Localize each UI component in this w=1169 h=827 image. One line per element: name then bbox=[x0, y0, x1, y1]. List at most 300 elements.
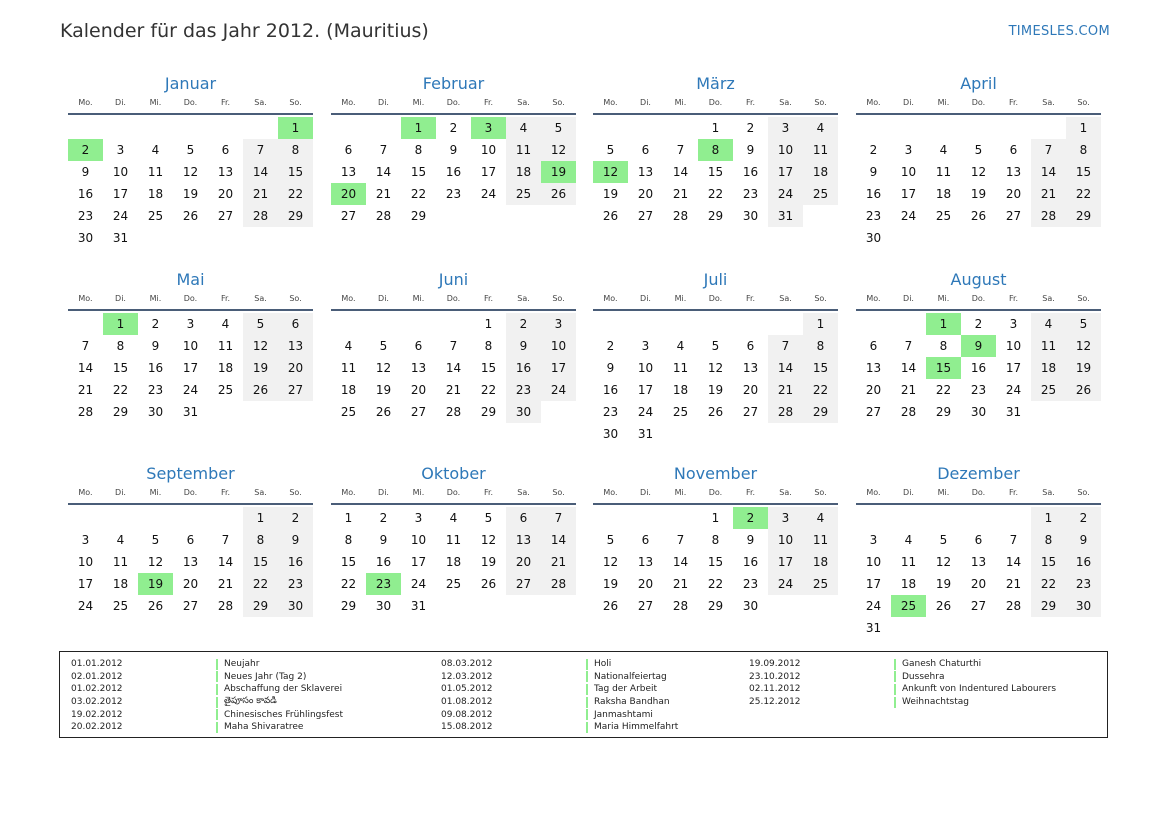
day-cell: 12 bbox=[182, 165, 199, 179]
weekday-label: Mo. bbox=[341, 488, 356, 497]
day-cell: 12 bbox=[602, 555, 619, 569]
day-cell: 17 bbox=[865, 577, 882, 591]
day-cell: 17 bbox=[637, 383, 654, 397]
weekday-label: Mi. bbox=[937, 294, 950, 303]
day-cell: 19 bbox=[375, 383, 392, 397]
day-cell: 25 bbox=[147, 209, 164, 223]
holiday-date: 01.08.2012 bbox=[441, 697, 493, 708]
day-cell: 20 bbox=[865, 383, 882, 397]
month-mai bbox=[68, 269, 313, 423]
holiday-date: 20.02.2012 bbox=[71, 722, 123, 733]
page-title: Kalender für das Jahr 2012. (Mauritius) bbox=[60, 20, 429, 42]
holiday-name: Nationalfeiertag bbox=[594, 671, 667, 682]
empty-cell bbox=[628, 117, 663, 139]
empty-cell bbox=[891, 507, 926, 529]
day-cell: 23 bbox=[147, 383, 164, 397]
day-cell: 26 bbox=[182, 209, 199, 223]
day-cell: 26 bbox=[243, 379, 278, 401]
day-cell: 9 bbox=[278, 529, 313, 551]
day-cell: 14 bbox=[672, 165, 689, 179]
month-name: Januar bbox=[164, 74, 217, 93]
holiday-date: 19.09.2012 bbox=[749, 659, 801, 670]
day-cell: 26 bbox=[970, 209, 987, 223]
day-cell: 9 bbox=[746, 533, 755, 547]
day-cell: 12 bbox=[375, 361, 392, 375]
day-cell: 4 bbox=[803, 507, 838, 529]
day-cell: 26 bbox=[707, 405, 724, 419]
weekday-label: Sa. bbox=[779, 98, 792, 107]
holiday-name: Abschaffung der Sklaverei bbox=[224, 684, 343, 695]
day-cell: 14 bbox=[445, 361, 462, 375]
day-cell: 16 bbox=[77, 187, 94, 201]
day-cell: 17 bbox=[77, 577, 94, 591]
weekday-label: Mo. bbox=[603, 294, 618, 303]
day-grid bbox=[68, 507, 313, 617]
day-cell: 8 bbox=[1031, 529, 1066, 551]
day-cell: 29 bbox=[480, 405, 497, 419]
day-cell: 4 bbox=[1031, 313, 1066, 335]
weekday-label: Sa. bbox=[517, 488, 530, 497]
empty-cell bbox=[366, 313, 401, 335]
month-name: Juli bbox=[703, 270, 728, 289]
day-cell: 30 bbox=[278, 595, 313, 617]
day-cell: 10 bbox=[410, 533, 427, 547]
day-cell: 19 bbox=[602, 187, 619, 201]
day-cell: 24 bbox=[182, 383, 199, 397]
day-cell: 16 bbox=[970, 361, 987, 375]
weekday-label: Fr. bbox=[1008, 488, 1019, 497]
empty-cell bbox=[891, 117, 926, 139]
empty-cell bbox=[628, 313, 663, 335]
day-cell: 3 bbox=[904, 143, 913, 157]
holiday-marker bbox=[894, 671, 896, 682]
day-cell: 28 bbox=[77, 405, 94, 419]
weekday-label: Mo. bbox=[78, 294, 93, 303]
day-cell: 29 bbox=[707, 599, 724, 613]
day-grid bbox=[593, 313, 838, 445]
day-cell: 19 bbox=[182, 187, 199, 201]
holiday-day-cell: 19 bbox=[138, 573, 173, 595]
day-cell: 27 bbox=[1005, 209, 1022, 223]
holiday-marker bbox=[586, 697, 588, 708]
day-cell: 16 bbox=[742, 165, 759, 179]
day-cell: 30 bbox=[147, 405, 164, 419]
month-divider bbox=[593, 309, 838, 311]
weekday-label: Di. bbox=[640, 294, 651, 303]
day-cell: 26 bbox=[602, 209, 619, 223]
weekday-label: Fr. bbox=[220, 98, 231, 107]
day-cell: 30 bbox=[742, 209, 759, 223]
day-cell: 16 bbox=[1066, 551, 1101, 573]
day-cell: 25 bbox=[803, 573, 838, 595]
day-cell: 30 bbox=[742, 599, 759, 613]
weekday-header bbox=[68, 486, 313, 500]
weekday-label: Mo. bbox=[78, 98, 93, 107]
holiday-name: Maha Shivaratree bbox=[224, 722, 304, 733]
weekday-label: So. bbox=[814, 98, 827, 107]
day-cell: 22 bbox=[243, 573, 278, 595]
day-cell: 21 bbox=[1031, 183, 1066, 205]
weekday-label: Mo. bbox=[866, 294, 881, 303]
holiday-marker bbox=[894, 659, 896, 670]
weekday-label: So. bbox=[552, 488, 565, 497]
holiday-marker bbox=[216, 722, 218, 733]
weekday-label: Mi. bbox=[937, 488, 950, 497]
day-cell: 11 bbox=[803, 139, 838, 161]
weekday-label: Di. bbox=[378, 98, 389, 107]
day-cell: 10 bbox=[865, 555, 882, 569]
holiday-marker bbox=[216, 671, 218, 682]
weekday-label: Di. bbox=[903, 98, 914, 107]
day-cell: 4 bbox=[939, 143, 948, 157]
day-cell: 16 bbox=[506, 357, 541, 379]
day-cell: 1 bbox=[243, 507, 278, 529]
day-cell: 18 bbox=[803, 161, 838, 183]
month-september bbox=[68, 463, 313, 617]
day-cell: 3 bbox=[768, 507, 803, 529]
weekday-label: Fr. bbox=[220, 294, 231, 303]
day-cell: 17 bbox=[182, 361, 199, 375]
empty-cell bbox=[68, 313, 103, 335]
day-cell: 11 bbox=[803, 529, 838, 551]
day-cell: 25 bbox=[672, 405, 689, 419]
holiday-marker bbox=[216, 697, 218, 708]
weekday-label: So. bbox=[552, 294, 565, 303]
holiday-name: Chinesisches Frühlingsfest bbox=[224, 709, 344, 720]
empty-cell bbox=[996, 117, 1031, 139]
weekday-header bbox=[593, 292, 838, 306]
holiday-day-cell: 1 bbox=[278, 117, 313, 139]
holiday-date: 03.02.2012 bbox=[71, 697, 123, 708]
weekday-label: Di. bbox=[378, 488, 389, 497]
month-divider bbox=[68, 309, 313, 311]
day-cell: 4 bbox=[904, 533, 913, 547]
day-cell: 4 bbox=[506, 117, 541, 139]
weekday-header bbox=[331, 96, 576, 110]
day-cell: 5 bbox=[1066, 313, 1101, 335]
day-cell: 15 bbox=[707, 555, 724, 569]
weekday-label: Di. bbox=[115, 294, 126, 303]
day-cell: 3 bbox=[1009, 317, 1018, 331]
day-cell: 12 bbox=[935, 555, 952, 569]
day-grid bbox=[856, 313, 1101, 423]
empty-cell bbox=[733, 313, 768, 335]
day-grid bbox=[593, 507, 838, 617]
day-cell: 2 bbox=[746, 121, 755, 135]
day-cell: 2 bbox=[974, 317, 983, 331]
empty-cell bbox=[138, 117, 173, 139]
day-cell: 24 bbox=[77, 599, 94, 613]
day-cell: 31 bbox=[637, 427, 654, 441]
weekday-header bbox=[68, 292, 313, 306]
month-februar bbox=[331, 73, 576, 227]
day-cell: 17 bbox=[541, 357, 576, 379]
day-cell: 23 bbox=[970, 383, 987, 397]
day-cell: 16 bbox=[147, 361, 164, 375]
weekday-label: Mi. bbox=[149, 488, 162, 497]
day-cell: 21 bbox=[445, 383, 462, 397]
day-cell: 12 bbox=[970, 165, 987, 179]
day-cell: 19 bbox=[970, 187, 987, 201]
holiday-entry bbox=[749, 671, 1056, 684]
day-cell: 15 bbox=[1066, 161, 1101, 183]
holiday-marker bbox=[894, 684, 896, 695]
day-cell: 2 bbox=[449, 121, 458, 135]
day-cell: 5 bbox=[541, 117, 576, 139]
day-cell: 20 bbox=[182, 577, 199, 591]
holiday-entry bbox=[71, 671, 343, 684]
day-cell: 24 bbox=[900, 209, 917, 223]
day-cell: 11 bbox=[1031, 335, 1066, 357]
day-cell: 5 bbox=[151, 533, 160, 547]
weekday-label: Do. bbox=[446, 98, 461, 107]
empty-cell bbox=[243, 117, 278, 139]
weekday-label: Do. bbox=[971, 488, 986, 497]
day-cell: 28 bbox=[768, 401, 803, 423]
weekday-label: Mi. bbox=[412, 98, 425, 107]
day-cell: 24 bbox=[410, 577, 427, 591]
weekday-label: Mi. bbox=[937, 98, 950, 107]
month-dezember bbox=[856, 463, 1101, 639]
day-cell: 15 bbox=[340, 555, 357, 569]
day-cell: 7 bbox=[221, 533, 230, 547]
holiday-entry bbox=[441, 696, 678, 709]
holiday-marker bbox=[586, 659, 588, 670]
day-cell: 7 bbox=[243, 139, 278, 161]
day-cell: 21 bbox=[541, 551, 576, 573]
weekday-label: So. bbox=[1077, 294, 1090, 303]
holiday-name: Neues Jahr (Tag 2) bbox=[224, 671, 307, 682]
day-cell: 9 bbox=[506, 335, 541, 357]
holiday-marker bbox=[216, 659, 218, 670]
month-divider bbox=[856, 503, 1101, 505]
day-cell: 10 bbox=[637, 361, 654, 375]
day-cell: 25 bbox=[445, 577, 462, 591]
day-cell: 23 bbox=[742, 577, 759, 591]
empty-cell bbox=[208, 507, 243, 529]
empty-cell bbox=[628, 507, 663, 529]
day-cell: 11 bbox=[217, 339, 234, 353]
holiday-marker bbox=[216, 684, 218, 695]
day-cell: 9 bbox=[1066, 529, 1101, 551]
day-cell: 21 bbox=[77, 383, 94, 397]
day-cell: 21 bbox=[900, 383, 917, 397]
holiday-date: 12.03.2012 bbox=[441, 671, 493, 682]
day-cell: 6 bbox=[1009, 143, 1018, 157]
day-cell: 6 bbox=[414, 339, 423, 353]
day-cell: 28 bbox=[900, 405, 917, 419]
day-cell: 5 bbox=[484, 511, 493, 525]
day-cell: 12 bbox=[243, 335, 278, 357]
day-cell: 8 bbox=[116, 339, 125, 353]
holiday-date: 01.01.2012 bbox=[71, 659, 123, 670]
weekday-label: Sa. bbox=[517, 294, 530, 303]
day-cell: 10 bbox=[768, 529, 803, 551]
day-cell: 28 bbox=[541, 573, 576, 595]
weekday-label: Di. bbox=[115, 488, 126, 497]
day-cell: 23 bbox=[278, 573, 313, 595]
empty-cell bbox=[593, 313, 628, 335]
weekday-label: Fr. bbox=[745, 294, 756, 303]
day-cell: 27 bbox=[637, 599, 654, 613]
day-cell: 16 bbox=[602, 383, 619, 397]
weekday-label: So. bbox=[1077, 488, 1090, 497]
empty-cell bbox=[208, 117, 243, 139]
day-cell: 30 bbox=[1066, 595, 1101, 617]
day-cell: 26 bbox=[147, 599, 164, 613]
weekday-label: Do. bbox=[971, 294, 986, 303]
day-cell: 22 bbox=[935, 383, 952, 397]
weekday-label: Do. bbox=[446, 488, 461, 497]
holiday-entry bbox=[749, 658, 1056, 671]
day-cell: 18 bbox=[217, 361, 234, 375]
day-cell: 25 bbox=[506, 183, 541, 205]
holiday-marker bbox=[894, 697, 896, 708]
day-cell: 5 bbox=[186, 143, 195, 157]
day-cell: 21 bbox=[1005, 577, 1022, 591]
day-cell: 6 bbox=[974, 533, 983, 547]
holiday-name: Dussehra bbox=[902, 671, 945, 682]
day-cell: 28 bbox=[243, 205, 278, 227]
day-cell: 3 bbox=[116, 143, 125, 157]
day-cell: 22 bbox=[112, 383, 129, 397]
day-cell: 24 bbox=[112, 209, 129, 223]
empty-cell bbox=[103, 117, 138, 139]
day-cell: 23 bbox=[742, 187, 759, 201]
day-cell: 12 bbox=[707, 361, 724, 375]
weekday-header bbox=[593, 96, 838, 110]
holiday-marker bbox=[586, 709, 588, 720]
empty-cell bbox=[663, 507, 698, 529]
empty-cell bbox=[663, 313, 698, 335]
weekday-header bbox=[856, 486, 1101, 500]
day-cell: 17 bbox=[768, 161, 803, 183]
day-cell: 2 bbox=[278, 507, 313, 529]
day-cell: 2 bbox=[606, 339, 615, 353]
weekday-label: Mi. bbox=[674, 294, 687, 303]
day-cell: 7 bbox=[676, 533, 685, 547]
holiday-column bbox=[441, 658, 678, 734]
month-divider bbox=[593, 503, 838, 505]
day-cell: 27 bbox=[340, 209, 357, 223]
day-cell: 13 bbox=[865, 361, 882, 375]
empty-cell bbox=[173, 507, 208, 529]
day-cell: 27 bbox=[182, 599, 199, 613]
day-cell: 29 bbox=[1031, 595, 1066, 617]
month-april bbox=[856, 73, 1101, 249]
day-cell: 5 bbox=[606, 143, 615, 157]
day-cell: 18 bbox=[672, 383, 689, 397]
day-cell: 6 bbox=[641, 533, 650, 547]
weekday-label: Mi. bbox=[412, 488, 425, 497]
day-cell: 25 bbox=[340, 405, 357, 419]
day-cell: 3 bbox=[81, 533, 90, 547]
brand-link[interactable]: TIMESLES.COM bbox=[1008, 24, 1110, 39]
day-cell: 8 bbox=[711, 533, 720, 547]
weekday-label: Sa. bbox=[779, 488, 792, 497]
weekday-label: Do. bbox=[183, 98, 198, 107]
holiday-name: Janmashtami bbox=[594, 709, 653, 720]
holiday-marker bbox=[586, 684, 588, 695]
day-cell: 25 bbox=[112, 599, 129, 613]
day-cell: 10 bbox=[1005, 339, 1022, 353]
holiday-entry bbox=[441, 721, 678, 734]
day-cell: 13 bbox=[217, 165, 234, 179]
day-cell: 5 bbox=[974, 143, 983, 157]
weekday-label: Fr. bbox=[483, 488, 494, 497]
day-cell: 6 bbox=[221, 143, 230, 157]
day-cell: 13 bbox=[410, 361, 427, 375]
weekday-label: Do. bbox=[971, 98, 986, 107]
day-cell: 8 bbox=[484, 339, 493, 353]
day-cell: 22 bbox=[340, 577, 357, 591]
holiday-day-cell: 15 bbox=[926, 357, 961, 379]
month-divider bbox=[856, 309, 1101, 311]
day-cell: 1 bbox=[484, 317, 493, 331]
day-cell: 9 bbox=[606, 361, 615, 375]
empty-cell bbox=[698, 313, 733, 335]
weekday-label: Mi. bbox=[674, 98, 687, 107]
day-cell: 7 bbox=[768, 335, 803, 357]
weekday-header bbox=[331, 486, 576, 500]
weekday-label: So. bbox=[289, 488, 302, 497]
weekday-label: Di. bbox=[640, 98, 651, 107]
month-divider bbox=[856, 113, 1101, 115]
day-cell: 26 bbox=[1066, 379, 1101, 401]
month-juli bbox=[593, 269, 838, 445]
month-name: Mai bbox=[176, 270, 205, 289]
weekday-label: Fr. bbox=[483, 294, 494, 303]
day-cell: 1 bbox=[711, 121, 720, 135]
day-cell: 10 bbox=[480, 143, 497, 157]
day-cell: 7 bbox=[81, 339, 90, 353]
day-cell: 20 bbox=[278, 357, 313, 379]
day-cell: 24 bbox=[637, 405, 654, 419]
holiday-entry bbox=[749, 696, 1056, 709]
day-cell: 16 bbox=[445, 165, 462, 179]
day-cell: 6 bbox=[869, 339, 878, 353]
day-cell: 27 bbox=[278, 379, 313, 401]
day-cell: 22 bbox=[707, 577, 724, 591]
weekday-label: Di. bbox=[903, 488, 914, 497]
weekday-label: Sa. bbox=[1042, 488, 1055, 497]
month-name: Februar bbox=[422, 74, 485, 93]
empty-cell bbox=[331, 117, 366, 139]
holiday-date: 09.08.2012 bbox=[441, 709, 493, 720]
month-divider bbox=[593, 113, 838, 115]
day-cell: 24 bbox=[865, 599, 882, 613]
day-cell: 27 bbox=[217, 209, 234, 223]
holiday-day-cell: 2 bbox=[733, 507, 768, 529]
day-cell: 21 bbox=[375, 187, 392, 201]
day-cell: 25 bbox=[803, 183, 838, 205]
day-cell: 13 bbox=[278, 335, 313, 357]
day-cell: 22 bbox=[1031, 573, 1066, 595]
day-cell: 1 bbox=[711, 511, 720, 525]
holiday-name: Holi bbox=[594, 659, 612, 670]
day-cell: 8 bbox=[278, 139, 313, 161]
holiday-name: Maria Himmelfahrt bbox=[594, 722, 679, 733]
empty-cell bbox=[891, 313, 926, 335]
day-cell: 3 bbox=[641, 339, 650, 353]
day-cell: 27 bbox=[506, 573, 541, 595]
day-cell: 10 bbox=[182, 339, 199, 353]
day-cell: 19 bbox=[480, 555, 497, 569]
day-cell: 20 bbox=[217, 187, 234, 201]
month-name: April bbox=[960, 74, 997, 93]
weekday-label: Fr. bbox=[745, 488, 756, 497]
empty-cell bbox=[593, 507, 628, 529]
